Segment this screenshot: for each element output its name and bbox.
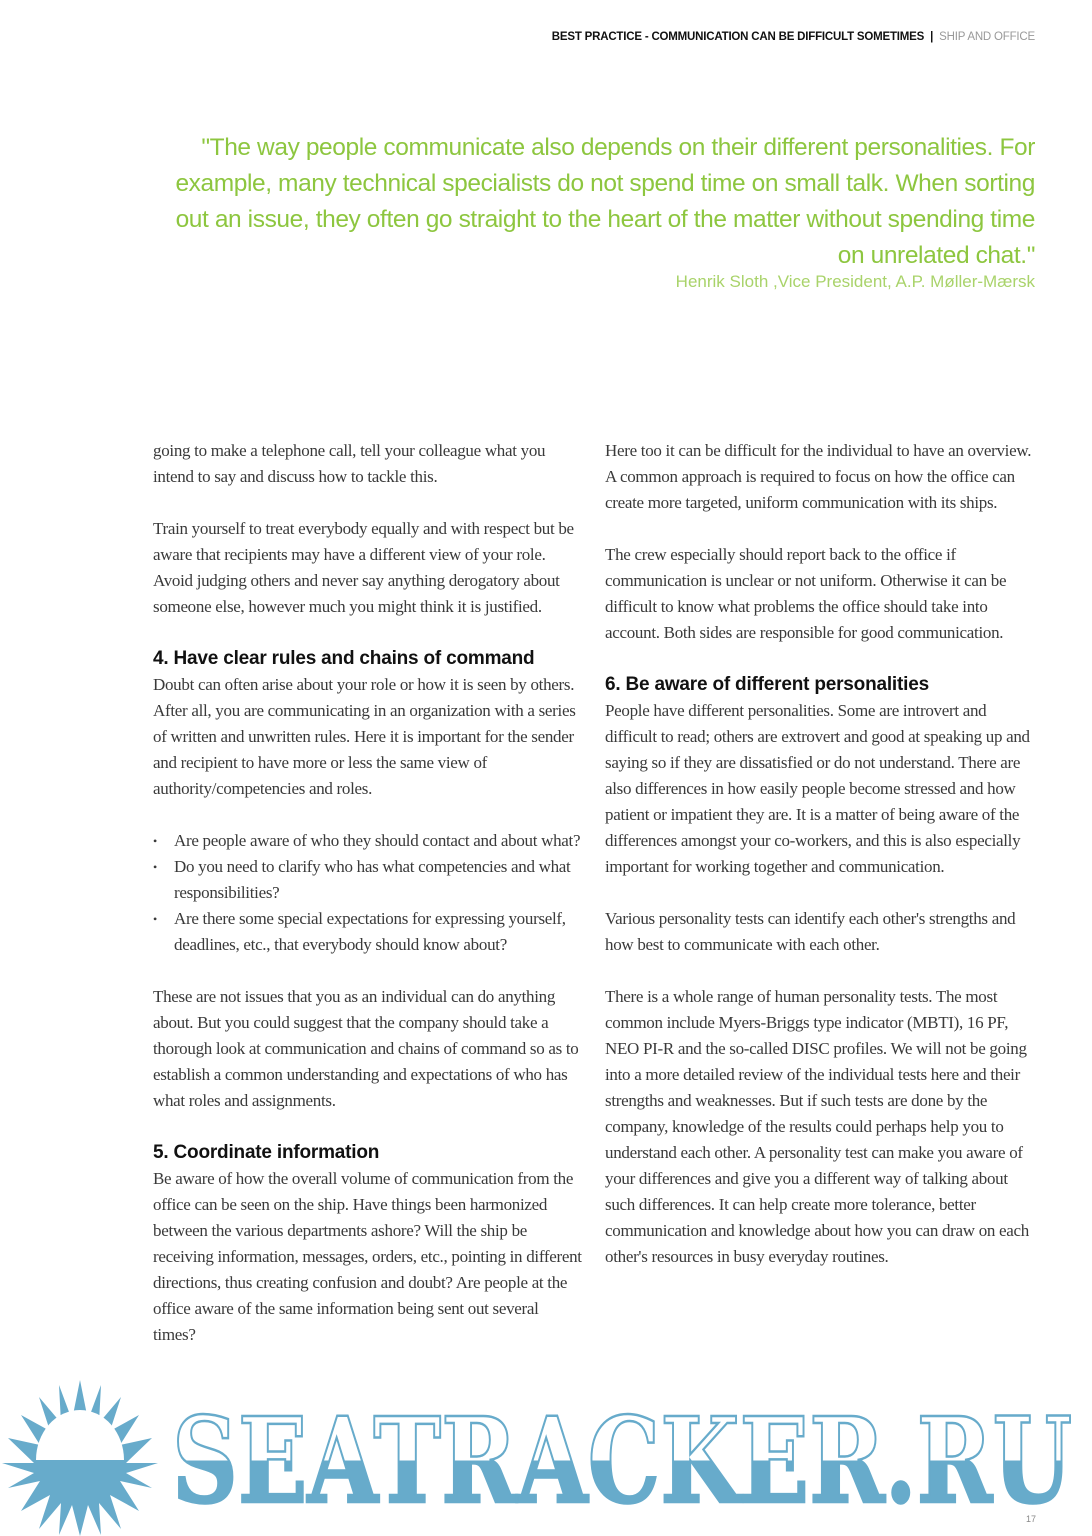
- watermark-text: SEATRACKER.RU: [172, 1391, 1072, 1530]
- section-heading-5: 5. Coordinate information: [153, 1142, 380, 1163]
- section-heading-6: 6. Be aware of different personalities: [605, 674, 929, 695]
- header-section: BEST PRACTICE - COMMUNICATION CAN BE DIFFICULT SOMETIMES: [551, 31, 925, 43]
- right-column: [605, 438, 1037, 1296]
- paragraph: Be aware of how the overall volume of communication from the office can be seen on the ship. Have things been harmonized between the various departments ashore? Will the ship be receiving information, messages, orders, etc., pointing in different directions, thus creating confusion and doubt? Are people at the office aware of the same information being sent out several times?: [153, 1169, 582, 1344]
- list-item: • Are people aware of who they should contact and about what?: [153, 828, 585, 854]
- running-header: [552, 31, 1035, 43]
- list-item: • Are there some special expectations for expressing yourself, deadlines, etc., that everybody should know about?: [153, 906, 585, 958]
- bullet-list: [153, 828, 585, 958]
- pull-quote: "The way people communicate also depends on their different personalities. For example, many technical specialists do not spend time on small talk. When sorting out an issue, they often go straight to the heart of the matter without spending time on unrelated chat.": [175, 134, 1035, 269]
- paragraph: Various personality tests can identify each other's strengths and how best to communicate with each other.: [605, 909, 1016, 954]
- page-number: 17: [1025, 1514, 1036, 1524]
- header-separator: |: [930, 31, 934, 43]
- watermark-logo: [0, 1375, 1092, 1536]
- sun-icon: [2, 1380, 158, 1536]
- paragraph: going to make a telephone call, tell your colleague what you intend to say and discuss how to tackle this.: [153, 441, 546, 486]
- header-chapter: SHIP AND OFFICE: [939, 31, 1035, 43]
- left-column: [153, 438, 585, 1374]
- paragraph: The crew especially should report back to the office if communication is unclear or not uniform. Otherwise it can be difficult to know what problems the office should take into account. Both sides are responsible for good communication.: [605, 545, 1007, 642]
- paragraph: There is a whole range of human personality tests. The most common include Myers-Briggs type indicator (MBTI), 16 PF, NEO PI-R and the so-called DISC profiles. We will not be going into a more detailed review of the individual tests here and their strengths and weaknesses. But if such tests are done by the company, knowledge of the results could perhaps help you to understand each other. A personality test can make you aware of your differences and give you a different way of talking about such differences. It can help create more tolerance, better communication and knowledge about how you can draw on each other's resources in busy everyday routines.: [605, 987, 1029, 1266]
- paragraph: These are not issues that you as an individual can do anything about. But you could suggest that the company should take a thorough look at communication and chains of command so as to establish a common understanding and expectations of who has what roles and assignments.: [153, 987, 579, 1110]
- paragraph: Here too it can be difficult for the individual to have an overview. A common approach is required to focus on how the office can create more targeted, uniform communication with its ships.: [605, 441, 1032, 512]
- quote-attribution: Henrik Sloth ,Vice President, A.P. Møller-Mærsk: [675, 272, 1035, 291]
- section-heading-4: 4. Have clear rules and chains of command: [153, 648, 535, 669]
- list-item: • Do you need to clarify who has what competencies and what responsibilities?: [153, 854, 585, 906]
- paragraph: People have different personalities. Some are introvert and difficult to read; others are extrovert and good at speaking up and saying so if they are dissatisfied or do not understand. There are also differences in how easily people become stressed and how patient or impatient they are. It is a matter of being aware of the differences amongst your co-workers, and this is also especially important for working together and communication.: [605, 701, 1030, 876]
- paragraph: Train yourself to treat everybody equally and with respect but be aware that recipients may have a different view of your role. Avoid judging others and never say anything derogatory about someone else, however much you might think it is justified.: [153, 519, 574, 616]
- paragraph: Doubt can often arise about your role or how it is seen by others. After all, you are communicating in an organization with a series of written and unwritten rules. Here it is important for the sender and recipient to have more or less the same view of authority/competencies and roles.: [153, 675, 576, 798]
